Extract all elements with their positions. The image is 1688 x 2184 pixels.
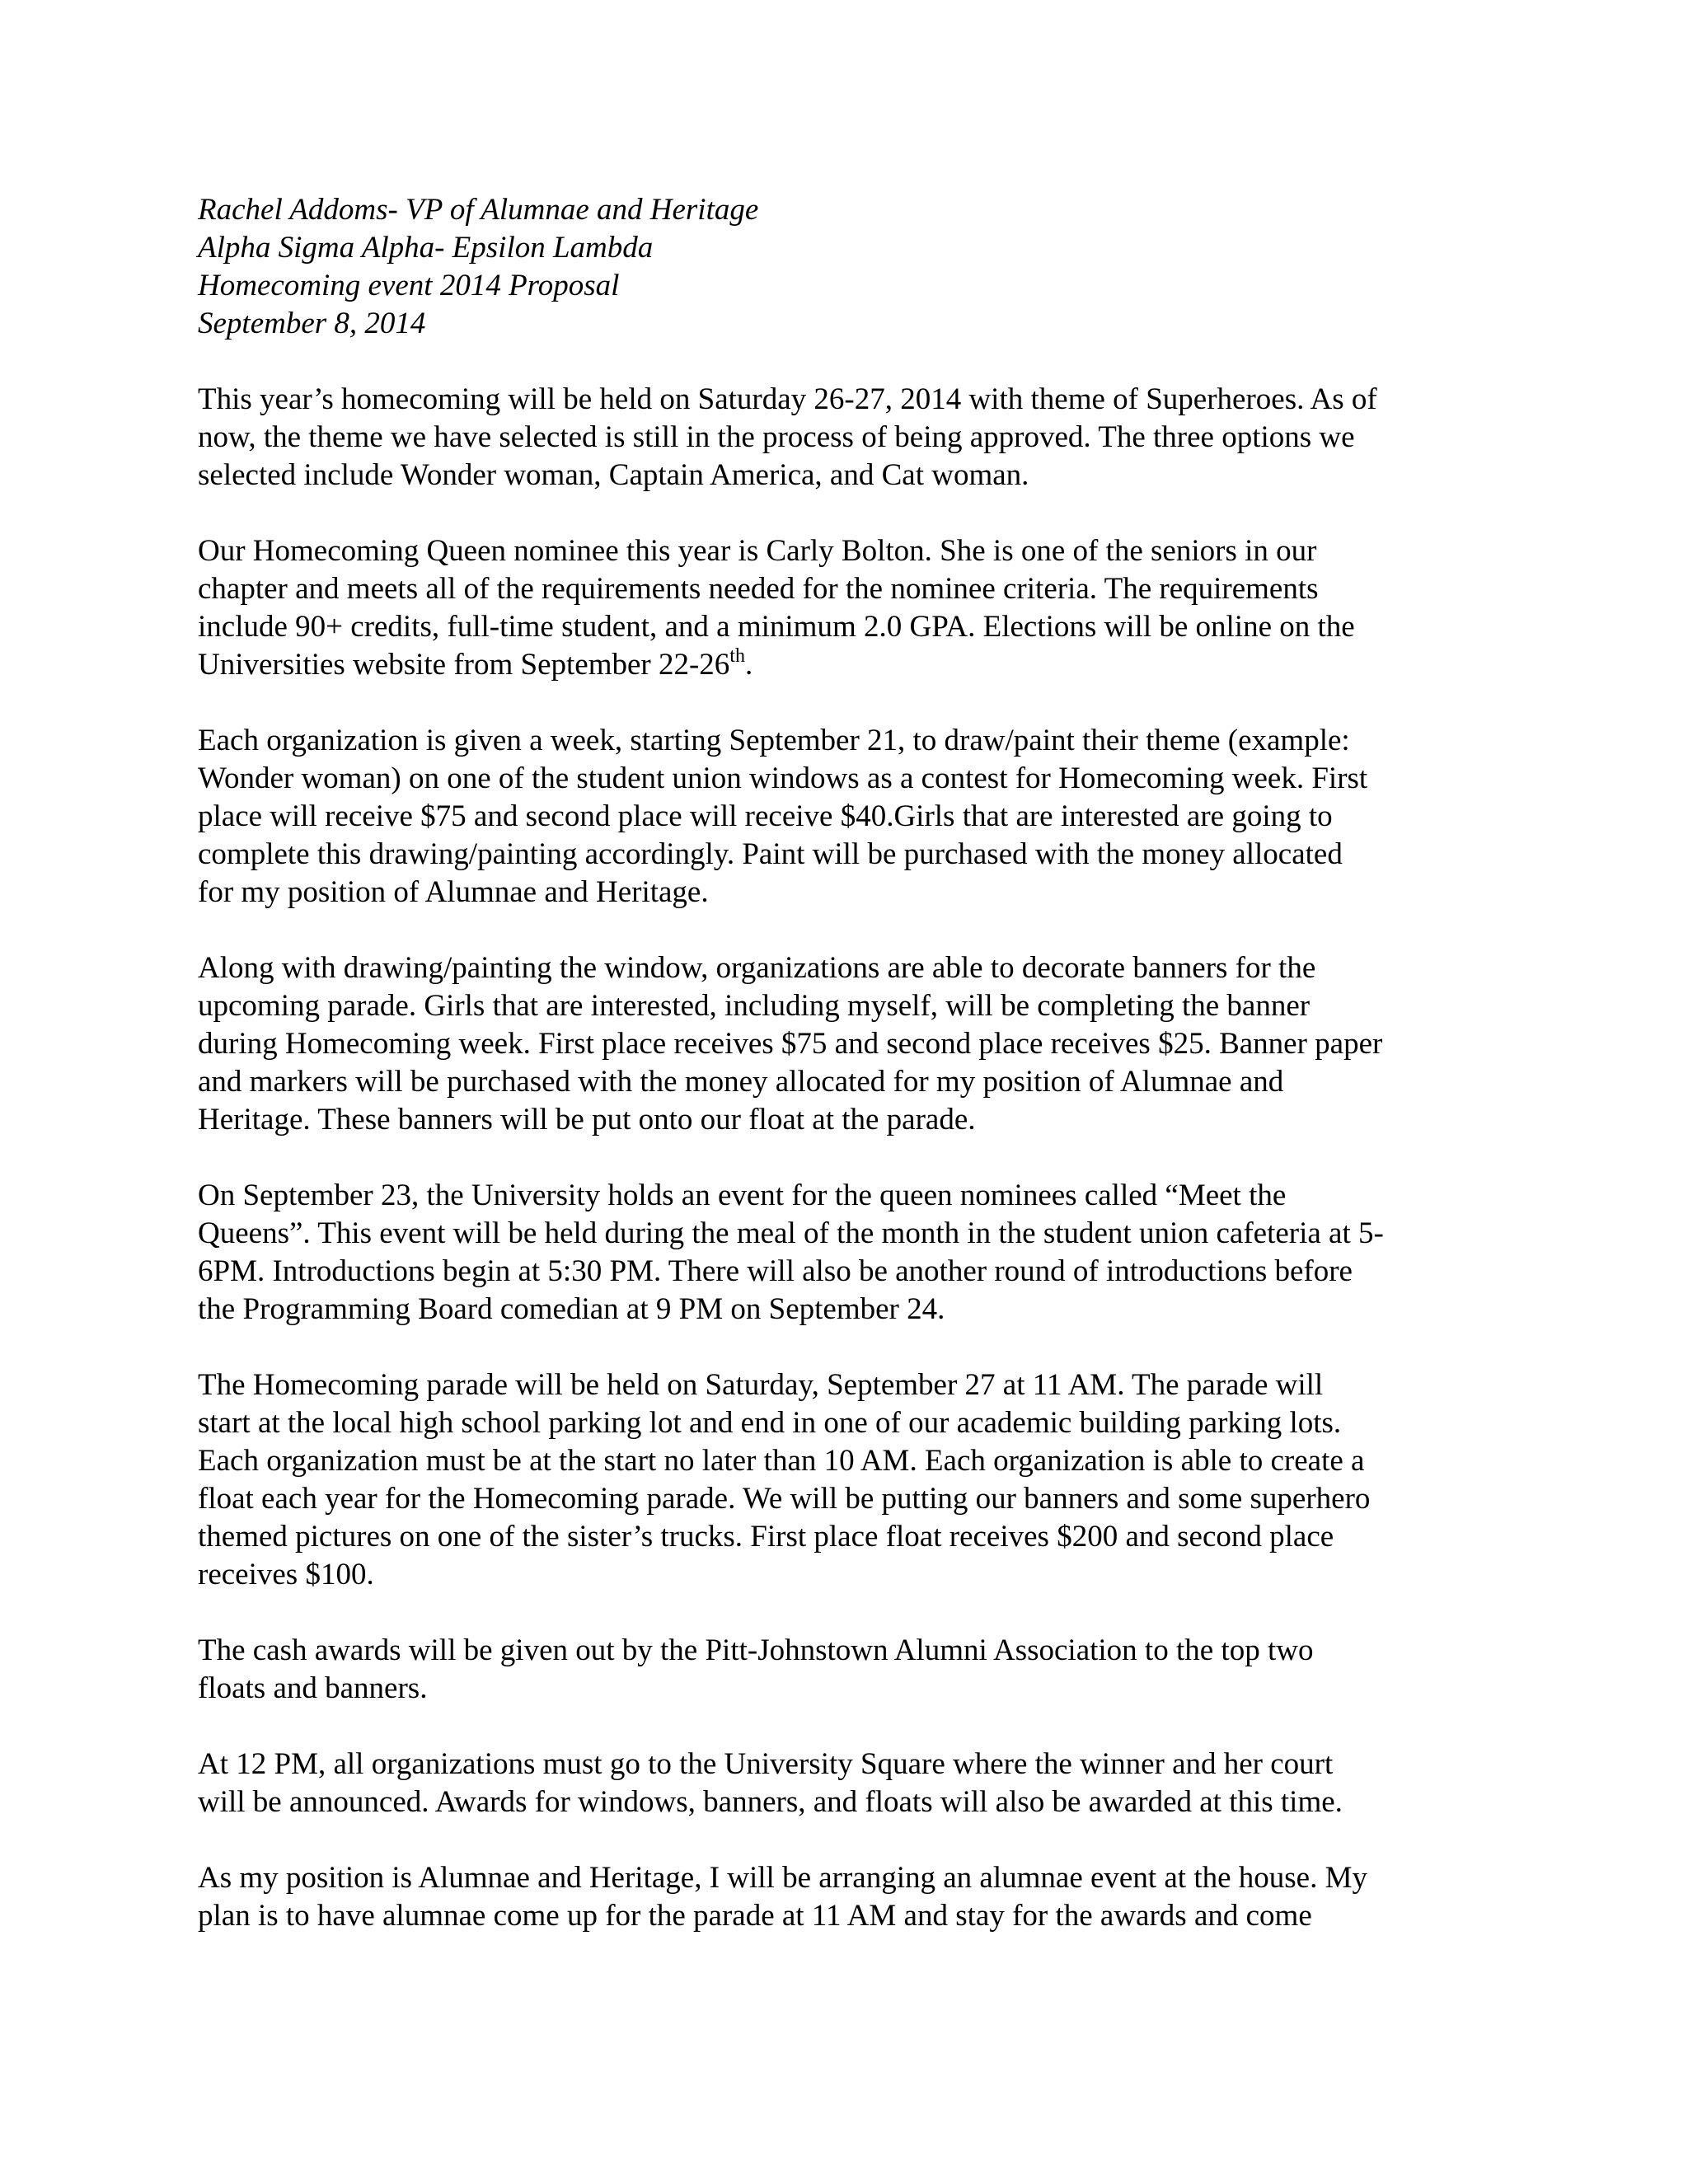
text-line: Queens”. This event will be held during the meal of the month in the student union cafeteria at 5- bbox=[198, 1216, 1384, 1250]
text-line: themed pictures on one of the sister’s trucks. First place float receives $200 and second place bbox=[198, 1520, 1334, 1554]
text-line-end: . bbox=[744, 648, 753, 682]
text-line: and markers will be purchased with the money allocated for my position of Alumnae and bbox=[198, 1065, 1284, 1099]
document-heading bbox=[198, 191, 1500, 343]
heading-title-line: Homecoming event 2014 Proposal bbox=[198, 269, 620, 302]
text-line: will be announced. Awards for windows, banners, and floats will also be awarded at this time. bbox=[198, 1785, 1343, 1819]
text-line: Each organization is given a week, starting September 21, to draw/paint their theme (example: bbox=[198, 724, 1350, 757]
text-line: This year’s homecoming will be held on Saturday 26-27, 2014 with theme of Superheroes. As of bbox=[198, 382, 1377, 416]
text-line: At 12 PM, all organizations must go to the University Square where the winner and her court bbox=[198, 1747, 1334, 1781]
document-body bbox=[198, 191, 1500, 1973]
text-line: start at the local high school parking lot and end in one of our academic building parking lots. bbox=[198, 1406, 1342, 1440]
ordinal-suffix: th bbox=[729, 644, 745, 667]
text-line: Heritage. These banners will be put onto our float at the parade. bbox=[198, 1103, 976, 1137]
text-line: chapter and meets all of the requirements needed for the nominee criteria. The requirements bbox=[198, 572, 1319, 606]
text-line: The cash awards will be given out by the Pitt-Johnstown Alumni Association to the top two bbox=[198, 1633, 1314, 1667]
text-line bbox=[198, 646, 1500, 684]
text-line: The Homecoming parade will be held on Saturday, September 27 at 11 AM. The parade will bbox=[198, 1368, 1324, 1402]
paragraph-university-square bbox=[198, 1746, 1500, 1821]
paragraph-banners bbox=[198, 949, 1500, 1139]
text-line: Along with drawing/painting the window, organizations are able to decorate banners for the bbox=[198, 951, 1316, 985]
paragraph-parade bbox=[198, 1366, 1500, 1594]
text-line: upcoming parade. Girls that are interested, including myself, will be completing the banner bbox=[198, 989, 1311, 1023]
text-line: Each organization must be at the start no later than 10 AM. Each organization is able to create a bbox=[198, 1444, 1365, 1478]
paragraph-queen-nominee bbox=[198, 532, 1500, 684]
text-line: As my position is Alumnae and Heritage, I will be arranging an alumnae event at the house. My bbox=[198, 1861, 1368, 1895]
text-line: place will receive $75 and second place will receive $40.Girls that are interested are going to bbox=[198, 799, 1333, 833]
paragraph-homecoming-theme bbox=[198, 381, 1500, 494]
text-line: float each year for the Homecoming parade. We will be putting our banners and some superhero bbox=[198, 1482, 1371, 1516]
heading-author-line: Rachel Addoms- VP of Alumnae and Heritage bbox=[198, 193, 759, 227]
paragraph-window-contest bbox=[198, 722, 1500, 912]
heading-organization-line: Alpha Sigma Alpha- Epsilon Lambda bbox=[198, 231, 654, 265]
text-line: the Programming Board comedian at 9 PM on September 24. bbox=[198, 1292, 945, 1326]
paragraph-alumnae-event bbox=[198, 1859, 1500, 1935]
paragraph-cash-awards bbox=[198, 1632, 1500, 1708]
text-line: include 90+ credits, full-time student, and a minimum 2.0 GPA. Elections will be online on the bbox=[198, 610, 1355, 644]
text-line: Our Homecoming Queen nominee this year is Carly Bolton. She is one of the seniors in our bbox=[198, 534, 1317, 568]
text-line: now, the theme we have selected is still in the process of being approved. The three options we bbox=[198, 420, 1355, 454]
text-line: Wonder woman) on one of the student union windows as a contest for Homecoming week. First bbox=[198, 762, 1368, 795]
text-line: for my position of Alumnae and Heritage. bbox=[198, 875, 709, 909]
text-line: complete this drawing/painting accordingly. Paint will be purchased with the money allocated bbox=[198, 837, 1343, 871]
paragraph-meet-the-queens bbox=[198, 1177, 1500, 1329]
text-line: selected include Wonder woman, Captain America, and Cat woman. bbox=[198, 458, 1029, 492]
text-line-main: Universities website from September 22-26 bbox=[198, 648, 730, 682]
heading-date-line: September 8, 2014 bbox=[198, 307, 426, 340]
text-line: On September 23, the University holds an event for the queen nominees called “Meet the bbox=[198, 1179, 1287, 1212]
text-line: floats and banners. bbox=[198, 1671, 428, 1705]
text-line: 6PM. Introductions begin at 5:30 PM. There will also be another round of introductions before bbox=[198, 1254, 1353, 1288]
text-line: receives $100. bbox=[198, 1558, 374, 1591]
text-line: plan is to have alumnae come up for the parade at 11 AM and stay for the awards and come bbox=[198, 1899, 1312, 1933]
text-line: during Homecoming week. First place receives $75 and second place receives $25. Banner paper bbox=[198, 1027, 1383, 1061]
